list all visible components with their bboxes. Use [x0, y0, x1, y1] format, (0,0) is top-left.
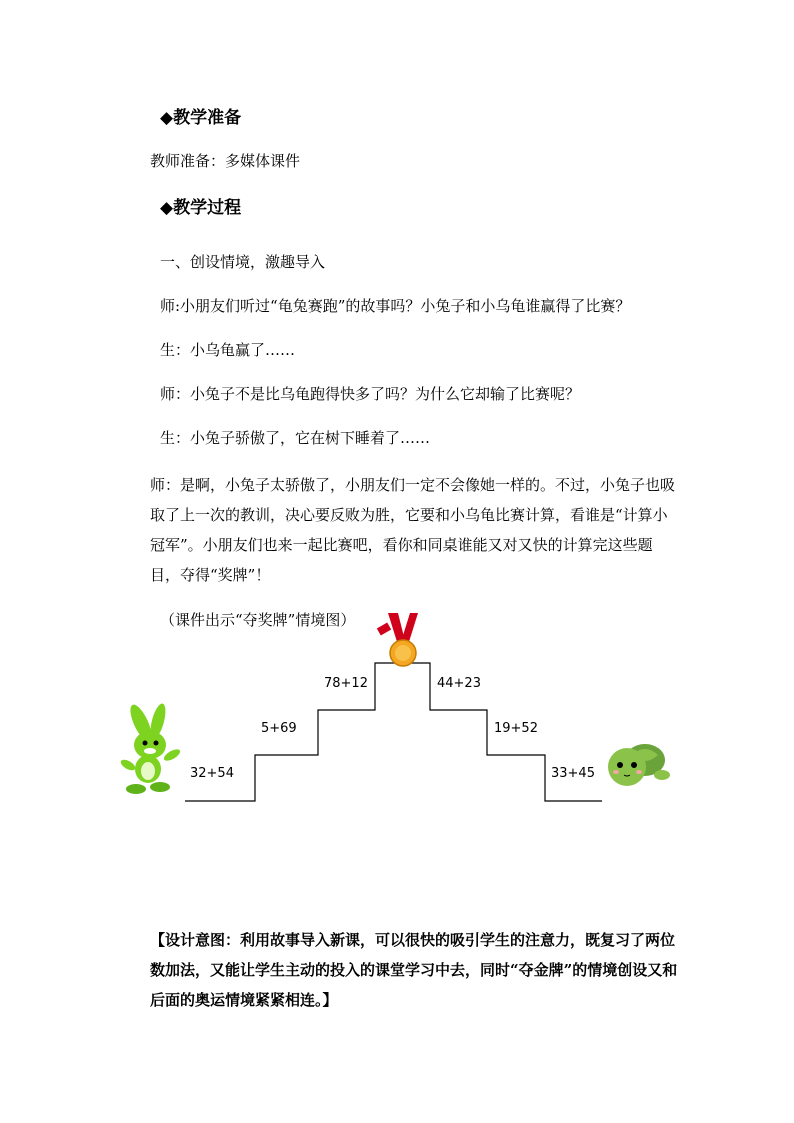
dialog-line-2: 生：小乌龟赢了…… — [160, 341, 296, 359]
heading-process: ◆教学过程 — [160, 198, 242, 218]
dialog-line-1: 师:小朋友们听过“龟兔赛跑”的故事吗？小兔子和小乌龟谁赢得了比赛？ — [160, 297, 631, 315]
stair-label-left-2: 5+69 — [261, 721, 297, 736]
section-title-1: 一、创设情境，激趣导入 — [160, 253, 326, 271]
stair-label-left-1: 32+54 — [190, 766, 234, 781]
courseware-note: （课件出示“夺奖牌”情境图） — [160, 611, 356, 629]
stair-label-left-3: 78+12 — [324, 676, 368, 691]
dialog-line-4: 生：小兔子骄傲了，它在树下睡着了…… — [160, 429, 431, 447]
stairs-diagram — [0, 605, 794, 825]
stair-label-right-3: 33+45 — [551, 766, 595, 781]
stair-label-right-1: 44+23 — [437, 676, 481, 691]
rabbit-icon — [119, 702, 182, 794]
heading-prep: ◆教学准备 — [160, 108, 242, 128]
stairs-outline — [185, 663, 602, 801]
design-intent-paragraph: 【设计意图：利用故事导入新课，可以很快的吸引学生的注意力，既复习了两位数加法，又能让学生主动的投入的课堂学习中去，同时“夺金牌”的情境创设又和后面的奥运情境紧紧相连。】 — [150, 931, 678, 1009]
dialog-line-3: 师：小兔子不是比乌龟跑得快多了吗？为什么它却输了比赛呢？ — [160, 385, 581, 403]
teacher-prep-line: 教师准备：多媒体课件 — [150, 152, 301, 170]
stair-label-right-2: 19+52 — [494, 721, 538, 736]
gold-medal-icon — [377, 613, 418, 666]
story-paragraph: 师：是啊，小兔子太骄傲了，小朋友们一定不会像她一样的。不过，小兔子也吸取了上一次的教训，决心要反败为胜，它要和小乌龟比赛计算，看谁是“计算小冠军”。小朋友们也来一起比赛吧，看你和同桌谁能又对又快的计算完这些题目，夺得“奖牌”！ — [150, 476, 676, 584]
turtle-icon — [608, 744, 670, 786]
